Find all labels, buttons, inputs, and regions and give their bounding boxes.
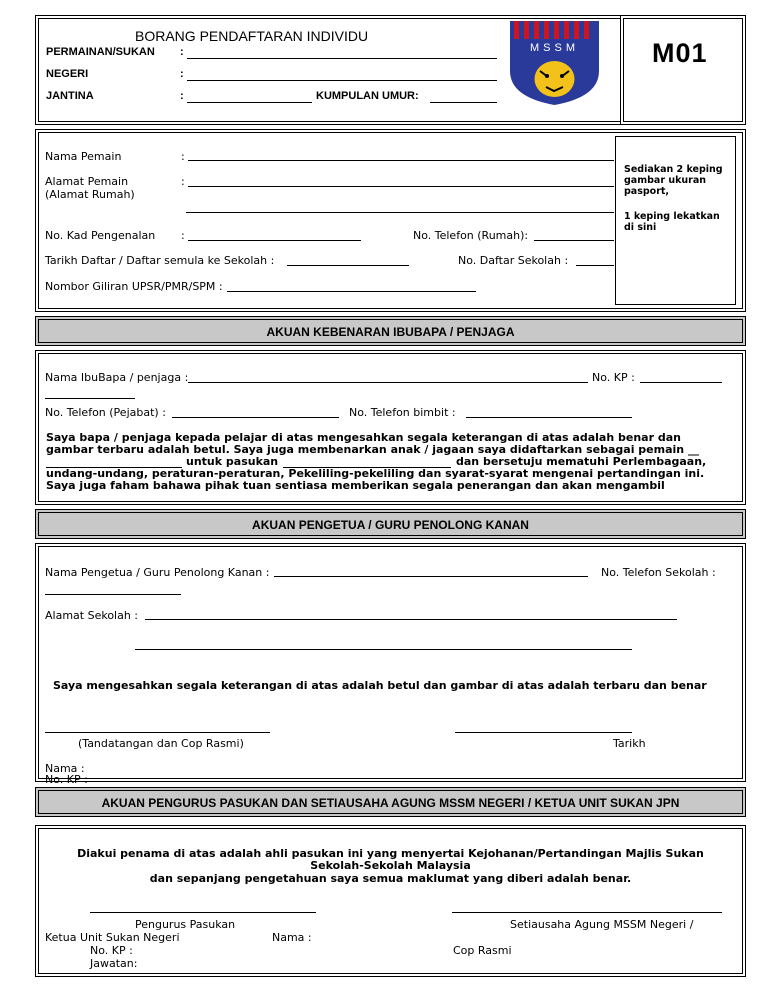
label-principal-date: Tarikh <box>613 737 646 750</box>
label-sport: PERMAINAN/SUKAN <box>46 46 155 58</box>
line-principal-signature[interactable] <box>45 732 270 733</box>
label-player-name: Nama Pemain <box>45 150 122 163</box>
parent-declaration-2: gambar terbaru adalah betul. Saya juga membenarkan anak / jagaan saya didaftarkan sebagai pemain __ <box>46 443 699 456</box>
colon-sport: : <box>180 46 184 58</box>
label-school-phone: No. Telefon Sekolah : <box>601 566 716 579</box>
label-phone-home: No. Telefon (Rumah): <box>413 229 529 242</box>
label-age-group: KUMPULAN UMUR: <box>316 90 419 102</box>
line-school-phone[interactable] <box>45 594 181 595</box>
line-ic[interactable] <box>188 240 361 241</box>
photo-instruction-2: 1 keping lekatkan di sini <box>624 211 720 233</box>
line-principal-date[interactable] <box>455 732 632 733</box>
colon-ic: : <box>181 229 185 242</box>
label-head-unit: Ketua Unit Sukan Negeri <box>45 931 180 944</box>
label-parent-name: Nama IbuBapa / penjaga : <box>45 371 189 384</box>
parent-declaration-3a: untuk pasukan <box>186 455 279 468</box>
label-parent-kp: No. KP : <box>592 371 635 384</box>
label-exam-no: Nombor Giliran UPSR/PMR/SPM : <box>45 280 223 293</box>
label-team-manager: Pengurus Pasukan <box>135 918 236 931</box>
parent-declaration-3b: dan bersetuju mematuhi Perlembagaan, <box>456 455 707 468</box>
manager-declaration-1: Diakui penama di atas adalah ahli pasukan ini yang menyertai Kejohanan/Pertandingan Majlis Sukan <box>77 847 704 860</box>
line-secretary-signature[interactable] <box>452 912 722 913</box>
line-mobile[interactable] <box>466 417 632 418</box>
label-ic: No. Kad Pengenalan <box>45 229 156 242</box>
label-mobile: No. Telefon bimbit : <box>349 406 456 419</box>
band-manager: AKUAN PENGURUS PASUKAN DAN SETIAUSAHA AGUNG MSSM NEGERI / KETUA UNIT SUKAN JPN <box>35 787 746 817</box>
label-secretary: Setiausaha Agung MSSM Negeri / <box>510 918 694 931</box>
form-code-box <box>620 15 746 125</box>
label-state: NEGERI <box>46 68 89 80</box>
label-address: Alamat Pemain <box>45 175 129 188</box>
form-title: BORANG PENDAFTARAN INDIVIDU <box>135 28 369 44</box>
line-school-reg[interactable] <box>576 265 614 266</box>
line-parent-kp-cont[interactable] <box>45 398 135 399</box>
label-principal-nama: Nama : <box>45 762 85 775</box>
principal-confirmation: Saya mengesahkan segala keterangan di atas adalah betul dan gambar di atas adalah terbaru dan benar <box>53 679 707 692</box>
line-parent-kp[interactable] <box>640 382 722 383</box>
label-principal-kp: No. KP : <box>45 773 88 786</box>
line-age-group[interactable] <box>430 102 497 103</box>
line-manager-signature[interactable] <box>90 912 316 913</box>
parent-declaration-1: Saya bapa / penjaga kepada pelajar di atas mengesahkan segala keterangan di atas adalah benar dan <box>46 431 681 444</box>
colon-gender: : <box>180 90 184 102</box>
label-reg-date: Tarikh Daftar / Daftar semula ke Sekolah : <box>45 254 275 267</box>
line-parent-name[interactable] <box>188 382 588 383</box>
line-sport[interactable] <box>187 58 497 59</box>
line-player-name[interactable] <box>188 160 614 161</box>
line-phone-home[interactable] <box>534 240 614 241</box>
line-state[interactable] <box>187 80 497 81</box>
line-exam-no[interactable] <box>227 291 476 292</box>
line-address-1[interactable] <box>188 186 614 187</box>
band-parent: AKUAN KEBENARAN IBUBAPA / PENJAGA <box>35 316 746 346</box>
manager-declaration-2: Sekolah-Sekolah Malaysia <box>310 859 471 872</box>
label-principal-name: Nama Pengetua / Guru Penolong Kanan : <box>45 566 270 579</box>
form-code: M01 <box>652 38 708 68</box>
label-stamp: Cop Rasmi <box>453 944 512 957</box>
label-gender: JANTINA <box>46 90 94 102</box>
parent-declaration-5: Saya juga faham bahawa pihak tuan sentiasa memberikan segala penerangan dan akan mengambil <box>46 479 665 492</box>
label-school-reg: No. Daftar Sekolah : <box>458 254 569 267</box>
clipped-kp-row <box>40 773 240 786</box>
label-school-address: Alamat Sekolah : <box>45 609 139 622</box>
colon-state: : <box>180 68 184 80</box>
colon-address: : <box>181 175 185 188</box>
line-school-address-2[interactable] <box>135 649 632 650</box>
label-manager-nama: Nama : <box>272 931 312 944</box>
logo-text: MSSM <box>530 42 579 54</box>
line-reg-date[interactable] <box>287 265 409 266</box>
line-office-phone[interactable] <box>172 417 339 418</box>
label-address-sub: (Alamat Rumah) <box>45 188 135 201</box>
manager-declaration-3: dan sepanjang pengetahuan saya semua maklumat yang diberi adalah benar. <box>149 872 632 885</box>
label-position: Jawatan: <box>90 957 138 970</box>
line-address-2[interactable] <box>186 212 614 213</box>
colon-player-name: : <box>181 150 185 163</box>
label-office-phone: No. Telefon (Pejabat) : <box>45 406 166 419</box>
line-gender[interactable] <box>187 102 312 103</box>
line-school-address-1[interactable] <box>145 619 677 620</box>
photo-instruction-1: Sediakan 2 keping gambar ukuran pasport, <box>624 164 723 197</box>
label-manager-kp: No. KP : <box>90 944 133 957</box>
parent-declaration-4: undang-undang, peraturan-peraturan, Pekeliling-pekeliling dan syarat-syarat mengenai pertandingan ini. <box>46 467 705 480</box>
line-principal-name[interactable] <box>274 576 588 577</box>
band-principal: AKUAN PENGETUA / GURU PENOLONG KANAN <box>35 509 746 539</box>
label-principal-signature: (Tandatangan dan Cop Rasmi) <box>78 737 244 750</box>
mssm-logo <box>508 19 601 107</box>
